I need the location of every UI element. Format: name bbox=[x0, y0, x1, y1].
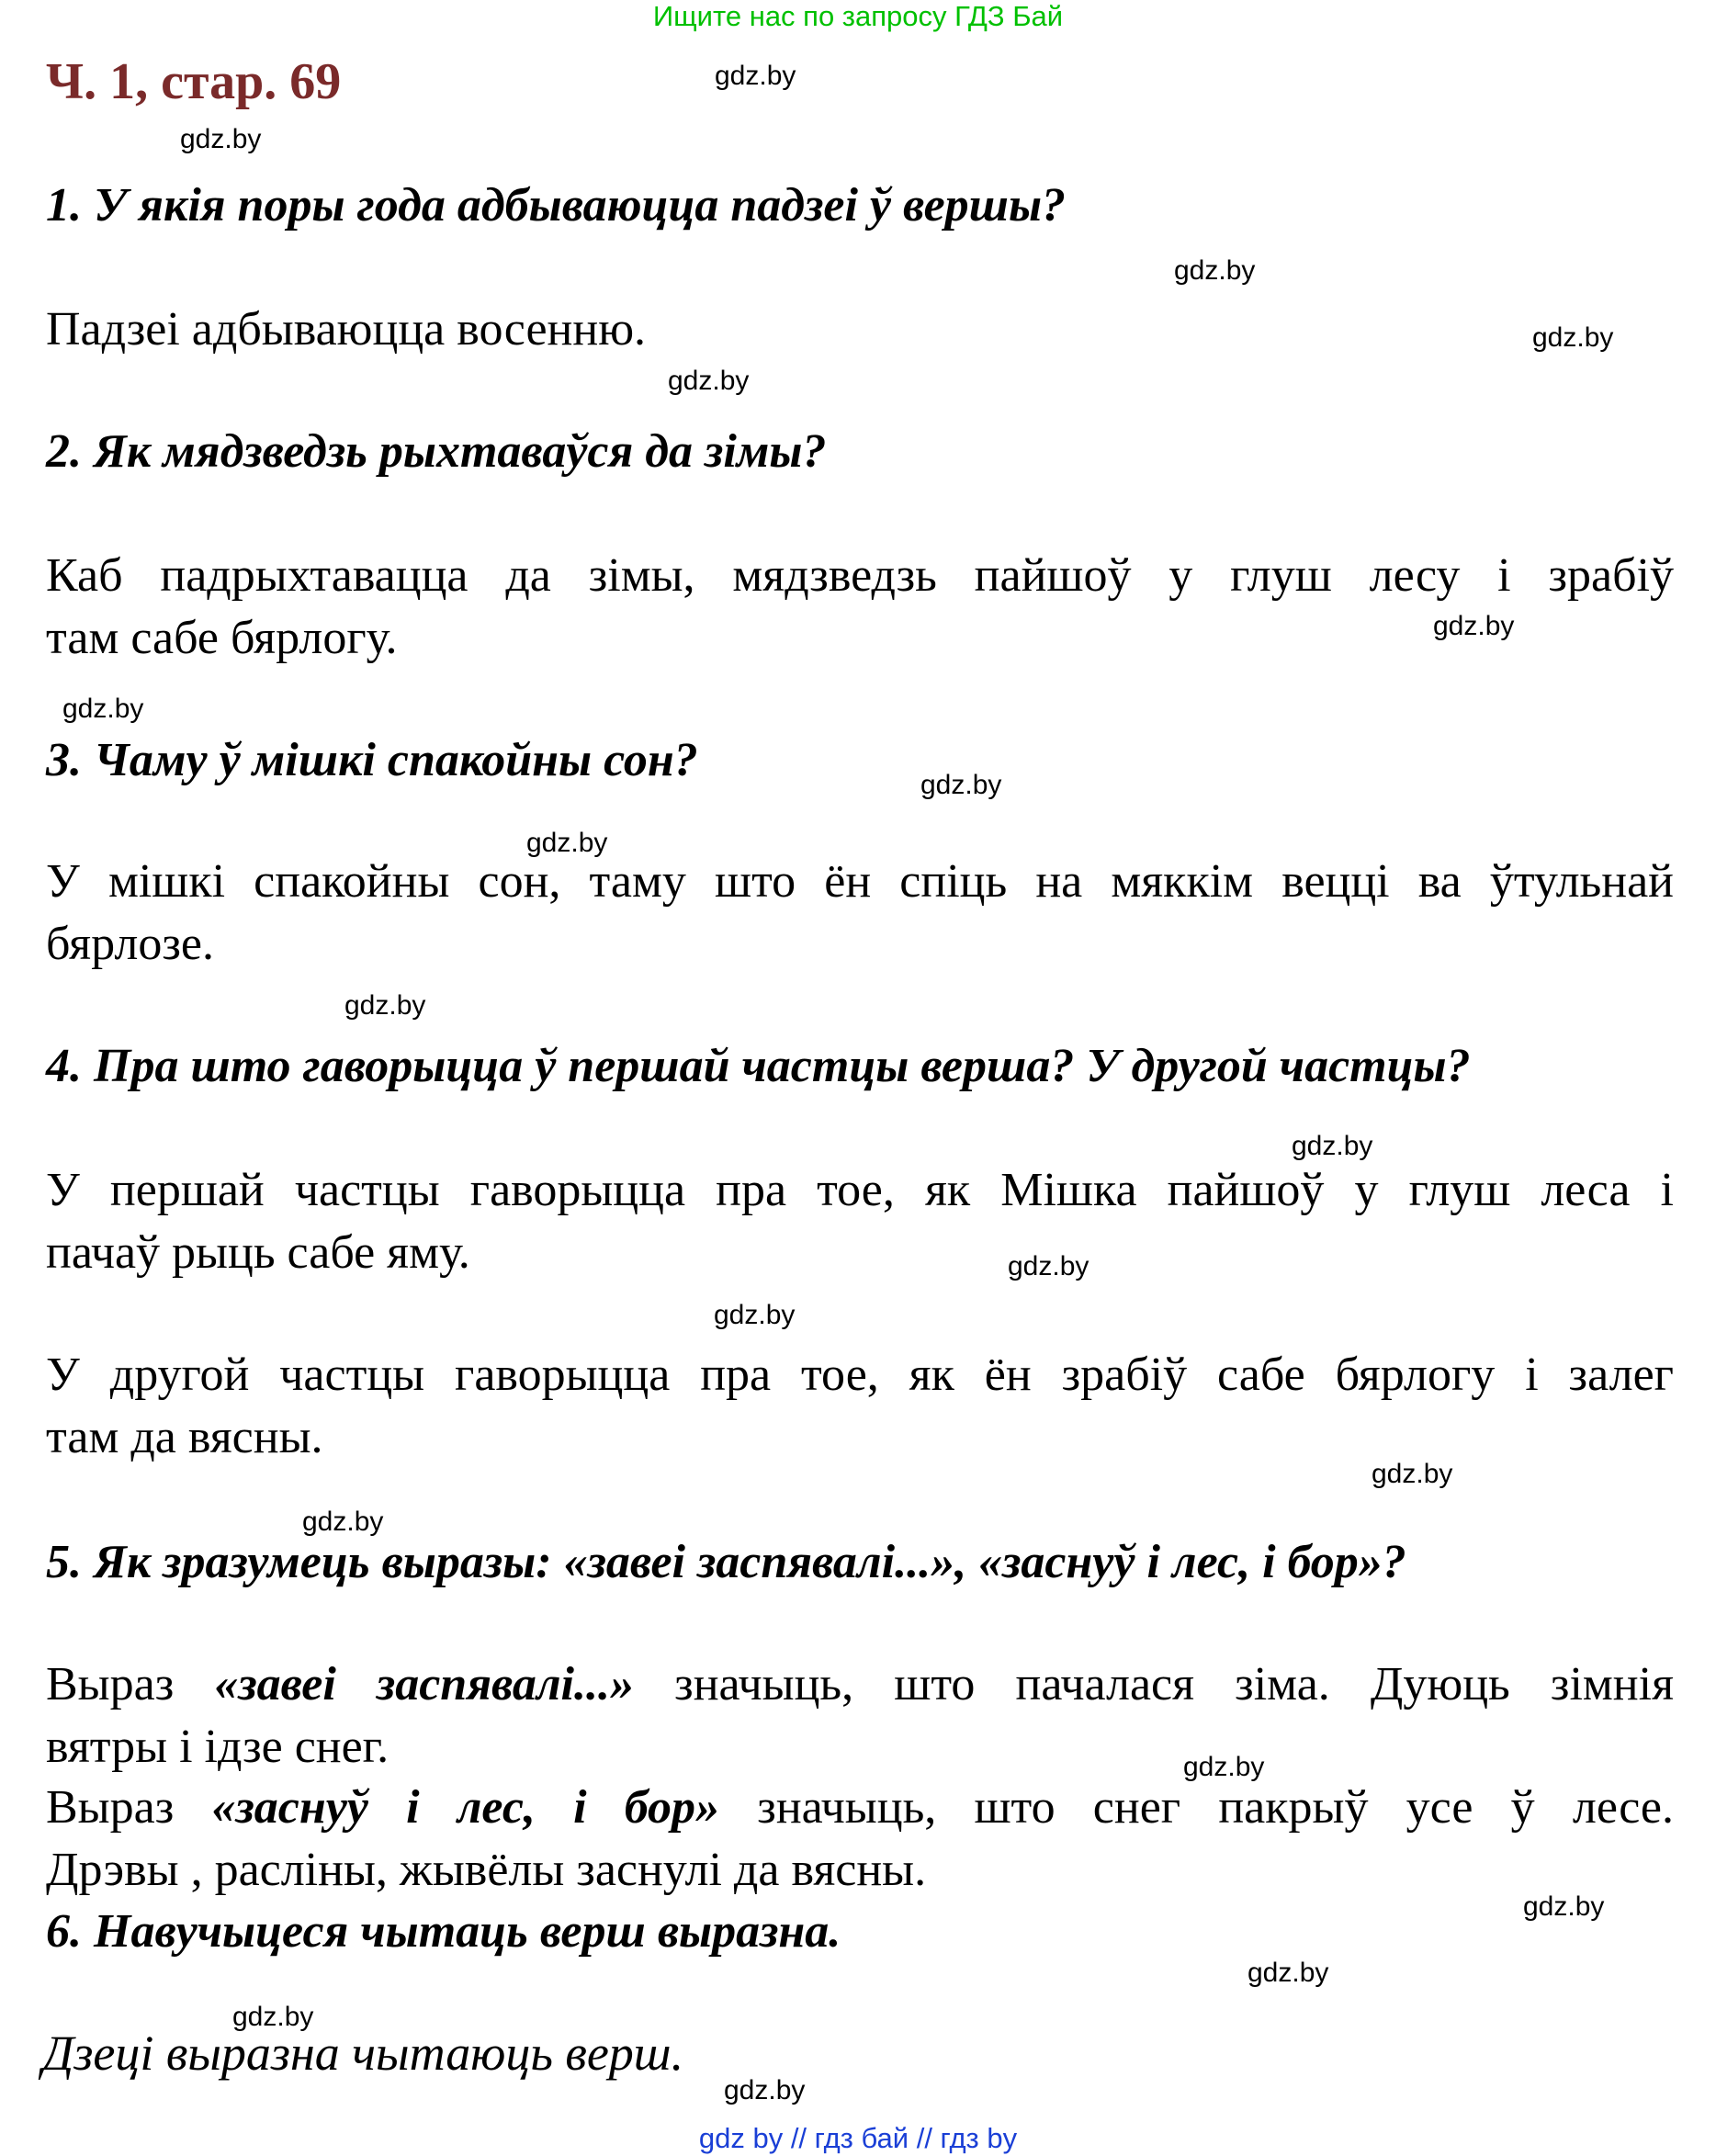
question-3: 3. Чаму ў мішкі спакойны сон? bbox=[46, 734, 698, 786]
answer-4a bbox=[46, 1159, 1674, 1284]
answer-5a-line-1 bbox=[46, 1654, 1674, 1716]
answer-4a-line-1: У першай частцы гаворыцца пра тое, як Мішка пайшоў у глуш леса і bbox=[46, 1164, 1674, 1216]
watermark: gdz.by bbox=[724, 2075, 806, 2105]
watermark: gdz.by bbox=[1174, 255, 1256, 286]
answer-3-line-2: бярлозе. bbox=[46, 918, 214, 970]
watermark: gdz.by bbox=[1532, 322, 1614, 353]
watermark: gdz.by bbox=[1523, 1891, 1605, 1922]
answer-4b-line-2: там да вясны. bbox=[46, 1411, 323, 1463]
answer-5a-prefix: Выраз bbox=[46, 1658, 215, 1710]
answer-5b bbox=[46, 1777, 1674, 1902]
answer-5b-rest: значыць, што снег пакрыў усе ў лесе. bbox=[719, 1781, 1675, 1834]
answer-5b-line-2: Дрэвы , расліны, жывёлы заснулі да вясны. bbox=[46, 1844, 927, 1896]
answer-1-line: Падзеі адбываюцца восенню. bbox=[46, 303, 647, 356]
answer-2-line-1: Каб падрыхтавацца да зімы, мядзведзь пайшоў у глуш лесу і зрабіў bbox=[46, 549, 1674, 602]
question-1: 1. У якія поры года адбываюцца падзеі ў вершы? bbox=[46, 179, 1067, 231]
answer-5b-line-1 bbox=[46, 1777, 1674, 1839]
watermark: gdz.by bbox=[715, 61, 796, 91]
question-4: 4. Пра што гаворыцца ў першай частцы верша? У другой частцы? bbox=[46, 1040, 1471, 1092]
answer-2 bbox=[46, 545, 1674, 670]
watermark: gdz.by bbox=[232, 2002, 314, 2032]
answer-2-line-2: там сабе бярлогу. bbox=[46, 612, 398, 664]
answer-5b-prefix: Выраз bbox=[46, 1781, 212, 1834]
watermark: gdz.by bbox=[1008, 1251, 1089, 1281]
watermark: gdz.by bbox=[526, 828, 608, 858]
answer-5b-phrase: «заснуў і лес, і бор» bbox=[211, 1781, 720, 1834]
answer-3 bbox=[46, 851, 1674, 976]
watermark: gdz.by bbox=[1292, 1131, 1373, 1161]
answer-3-line-1: У мішкі спакойны сон, таму што ён спіць на мяккім вецці ва ўтульнай bbox=[46, 855, 1674, 908]
watermark: gdz.by bbox=[920, 770, 1002, 800]
question-5: 5. Як зразумець выразы: «завеі заспявалі...», «заснуў і лес, і бор»? bbox=[46, 1536, 1406, 1588]
answer-1 bbox=[46, 299, 1674, 361]
answer-5a bbox=[46, 1654, 1674, 1778]
question-6: 6. Навучыцеся чытаць верш выразна. bbox=[46, 1905, 841, 1958]
answer-5a-line-2: вятры і ідзе снег. bbox=[46, 1721, 389, 1773]
watermark: gdz.by bbox=[344, 990, 426, 1021]
answer-4b bbox=[46, 1344, 1674, 1469]
answer-5a-rest: значыць, што пачалася зіма. Дуюць зімнія bbox=[634, 1658, 1674, 1710]
answer-4a-line-2: пачаў рыць сабе яму. bbox=[46, 1226, 470, 1279]
watermark: gdz.by bbox=[1247, 1958, 1329, 1988]
watermark: gdz.by bbox=[1433, 611, 1515, 641]
answer-4b-line-1: У другой частцы гаворыцца пра тое, як ён зрабіў сабе бярлогу і залег bbox=[46, 1349, 1674, 1401]
watermark: gdz.by bbox=[62, 694, 144, 724]
watermark: gdz.by bbox=[302, 1507, 384, 1537]
question-2: 2. Як мядзведзь рыхтаваўся да зімы? bbox=[46, 425, 827, 478]
footer-links[interactable]: gdz by // гдз бай // гдз by bbox=[698, 2122, 1018, 2154]
watermark: gdz.by bbox=[180, 124, 262, 154]
watermark: gdz.by bbox=[1183, 1752, 1265, 1782]
watermark: gdz.by bbox=[714, 1300, 796, 1330]
top-banner[interactable]: Ищите нас по запросу ГДЗ Бай bbox=[652, 0, 1064, 32]
answer-5a-phrase: «завеі заспявалі...» bbox=[214, 1658, 635, 1710]
watermark: gdz.by bbox=[1372, 1459, 1453, 1489]
watermark: gdz.by bbox=[668, 366, 750, 396]
page-title: Ч. 1, стар. 69 bbox=[46, 53, 342, 110]
answer-6: Дзеці выразна чытаюць верш. bbox=[42, 2026, 684, 2081]
